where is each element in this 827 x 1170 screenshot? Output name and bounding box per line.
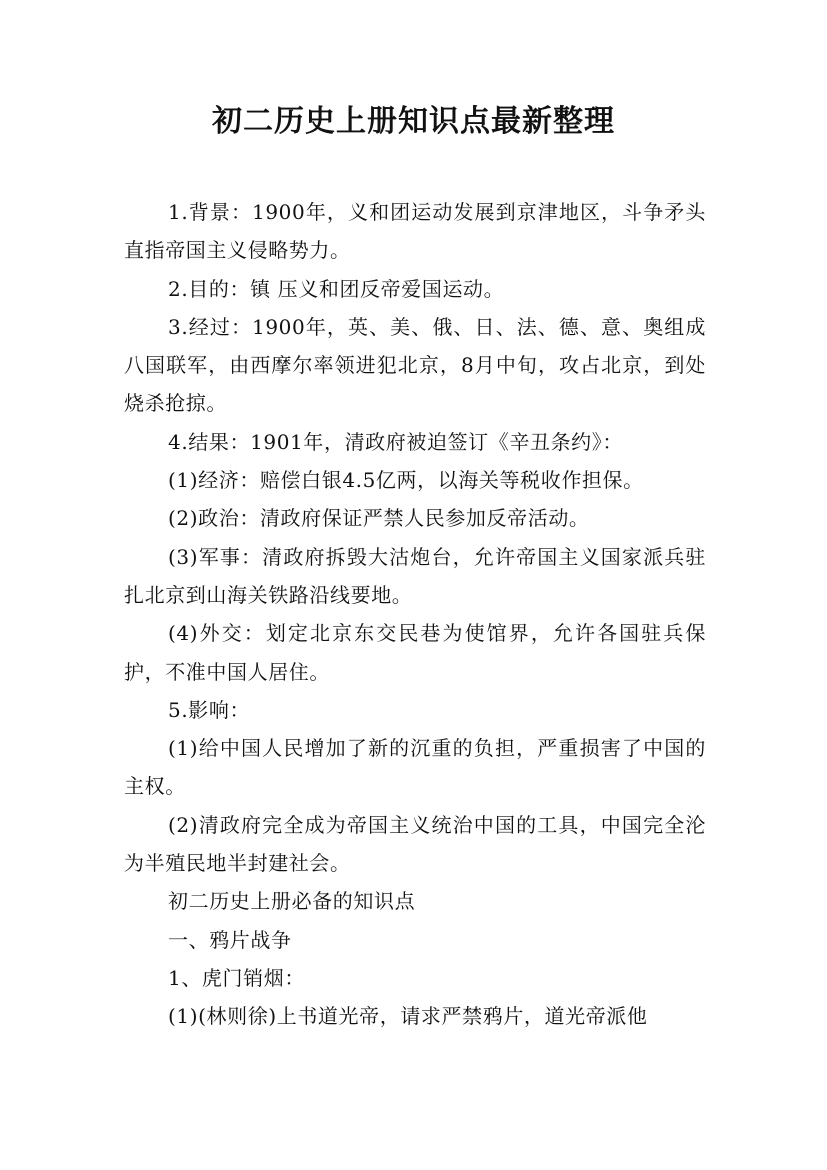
paragraph-purpose: 2.目的：镇 压义和团反帝爱国运动。 <box>168 276 505 301</box>
paragraph-politics: (2)政治：清政府保证严禁人民参加反帝活动。 <box>168 506 590 531</box>
section-heading-knowledge: 初二历史上册必备的知识点 <box>168 889 416 914</box>
paragraph-result: 4.结果：1901年，清政府被迫签订《辛丑条约》： <box>168 429 623 454</box>
paragraph-impact-1: (1)给中国人民增加了新的沉重的负担，严重损害了中国的主权。 <box>124 736 706 799</box>
paragraph-lin-zexu: (1)(林则徐)上书道光帝，请求严禁鸦片，道光帝派他 <box>168 1004 648 1029</box>
paragraph-economy: (1)经济：赔偿白银4.5亿两，以海关等税收作担保。 <box>168 468 644 493</box>
paragraph-impact-heading: 5.影响： <box>168 697 251 722</box>
paragraph-background: 1.背景：1900年，义和团运动发展到京津地区，斗争矛头直指帝国主义侵略势力。 <box>124 200 706 263</box>
paragraph-impact-2: (2)清政府完全成为帝国主义统治中国的工具，中国完全沦为半殖民地半封建社会。 <box>124 812 706 876</box>
document-body <box>124 193 706 1036</box>
paragraph-diplomacy: (4)外交：划定北京东交民巷为使馆界，允许各国驻兵保护，不准中国人居住。 <box>124 621 706 684</box>
paragraph-process: 3.经过：1900年，英、美、俄、日、法、德、意、奥组成八国联军，由西摩尔率领进犯北京，8月中旬，攻占北京，到处烧杀抢掠。 <box>124 314 706 416</box>
section-heading-opium-war: 一、鸦片战争 <box>168 927 292 952</box>
subheading-humen: 1、虎门销烟： <box>168 965 305 990</box>
document-title: 初二历史上册知识点最新整理 <box>212 104 615 139</box>
paragraph-military: (3)军事：清政府拆毁大沽炮台，允许帝国主义国家派兵驻扎北京到山海关铁路沿线要地。 <box>124 544 706 607</box>
